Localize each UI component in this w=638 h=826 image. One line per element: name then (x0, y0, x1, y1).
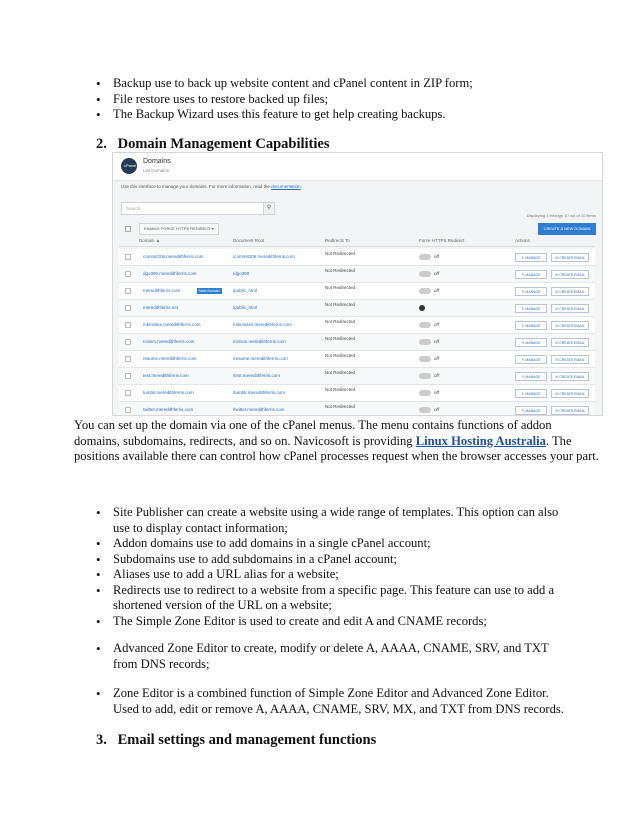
table-row (119, 368, 595, 385)
section-number: 3. (96, 732, 107, 748)
row-checkbox[interactable] (125, 271, 131, 277)
document-root-link[interactable]: /tumblr.meredithferris.com (233, 390, 286, 395)
create-email-button[interactable]: ✉ CREATE EMAIL (551, 355, 589, 364)
screenshot-title: Domains (143, 158, 171, 165)
document-root-link[interactable]: /public_html (233, 288, 258, 293)
document-root-link[interactable]: /test.meredithferris.com (233, 373, 281, 378)
table-row (119, 351, 595, 368)
table-row (119, 266, 595, 283)
create-email-button[interactable]: ✉ CREATE EMAIL (551, 372, 589, 381)
main-domain-badge: Main Domain (199, 289, 220, 293)
paragraph-text: You can set up the domain via one of the cPanel menus. The menu contains functions of addon domains, subdomains, redirects, and so on. Navicosoft is providing (74, 418, 552, 448)
redirect-status: Not Redirected (325, 268, 356, 273)
https-status: off (434, 254, 440, 259)
force-https-button[interactable]: ENABLE FORCE HTTPS REDIRECT ▾ (139, 223, 219, 235)
https-status: off (434, 373, 440, 378)
table-row (119, 249, 595, 266)
row-checkbox[interactable] (125, 288, 131, 294)
row-checkbox[interactable] (125, 356, 131, 362)
list-item: • The Backup Wizard uses this feature to get help creating backups. (96, 107, 473, 123)
redirect-status: Not Redirected (325, 302, 356, 307)
column-header: Actions (515, 238, 530, 243)
create-email-button[interactable]: ✉ CREATE EMAIL (551, 338, 589, 347)
manage-button[interactable]: ✎ MANAGE (515, 406, 547, 415)
list-item: • File restore uses to restore backed up files; (96, 92, 473, 108)
column-header[interactable]: Document Root (233, 238, 265, 243)
https-toggle[interactable] (419, 254, 431, 260)
cpanel-logo-icon (121, 158, 137, 174)
redirect-status: Not Redirected (325, 387, 356, 392)
create-email-button[interactable]: ✉ CREATE EMAIL (551, 406, 589, 415)
redirect-status: Not Redirected (325, 336, 356, 341)
redirect-status: Not Redirected (325, 353, 356, 358)
https-toggle[interactable] (419, 288, 431, 294)
row-checkbox[interactable] (125, 373, 131, 379)
search-input[interactable] (121, 202, 271, 215)
document-root-link[interactable]: /dgo390 (233, 271, 250, 276)
cpanel-features-list (96, 505, 566, 629)
row-checkbox[interactable] (125, 305, 131, 311)
info-icon[interactable] (419, 305, 425, 311)
force-https-label: ENABLE FORCE HTTPS REDIRECT (144, 226, 211, 231)
domain-link[interactable]: tumblr.meredithferris.com (143, 390, 194, 395)
document-root-link[interactable]: /nctism.meredithferris.com (233, 339, 286, 344)
list-item: • Zone Editor is a combined function of Simple Zone Editor and Advanced Zone Editor. Used to add, edit or remove A, AAAA, CNAME, SRV, MX, and TXT from DNS records. (96, 686, 566, 717)
domain-link[interactable]: mkmsites.meredithferris.com (143, 322, 201, 327)
section-title: Domain Management Capabilities (117, 136, 330, 152)
table-row (119, 334, 595, 351)
screenshot-subtitle: List Domains (143, 168, 170, 173)
manage-button[interactable]: ✎ MANAGE (515, 253, 547, 262)
create-email-button[interactable]: ✉ CREATE EMAIL (551, 287, 589, 296)
document-root-link[interactable]: /resume.meredithferris.com (233, 356, 288, 361)
manage-button[interactable]: ✎ MANAGE (515, 355, 547, 364)
create-domain-button[interactable]: CREATE A NEW DOMAIN (538, 223, 596, 235)
redirect-status: Not Redirected (325, 251, 356, 256)
list-item: • Addon domains use to add domains in a single cPanel account; (96, 536, 566, 552)
create-email-button[interactable]: ✉ CREATE EMAIL (551, 304, 589, 313)
document-root-link[interactable]: /commit206.meredithferris.com (233, 254, 295, 259)
manage-button[interactable]: ✎ MANAGE (515, 304, 547, 313)
document-root-link[interactable]: /mkmsites.meredithferris.com (233, 322, 292, 327)
list-item: • Backup use to back up website content and cPanel content in ZIP form; (96, 76, 473, 92)
https-toggle[interactable] (419, 373, 431, 379)
domain-link[interactable]: meredithferris.net (143, 305, 179, 310)
column-header[interactable]: Redirects To (325, 238, 350, 243)
table-row (119, 317, 595, 334)
logo-text: cPanel (124, 163, 137, 168)
https-toggle[interactable] (419, 271, 431, 277)
displaying-count: Displaying 1 through 10 out of 10 items (526, 213, 596, 218)
manage-button[interactable]: ✎ MANAGE (515, 372, 547, 381)
create-email-button[interactable]: ✉ CREATE EMAIL (551, 389, 589, 398)
search-placeholder: Search (126, 206, 141, 211)
intro-text: Use this interface to manage your domains. For more information, read the (121, 184, 270, 189)
https-status: off (434, 339, 440, 344)
https-toggle[interactable] (419, 356, 431, 362)
manage-button[interactable]: ✎ MANAGE (515, 321, 547, 330)
select-all-checkbox[interactable] (125, 226, 131, 232)
backup-bullet-list (96, 76, 473, 123)
documentation-link[interactable]: documentation (271, 184, 301, 189)
redirect-status: Not Redirected (325, 285, 356, 290)
redirect-status: Not Redirected (325, 319, 356, 324)
section-heading-3 (96, 732, 376, 749)
table-row (119, 402, 595, 416)
search-icon[interactable]: ⚲ (263, 202, 275, 215)
manage-button[interactable]: ✎ MANAGE (515, 270, 547, 279)
section-heading-2 (96, 136, 329, 153)
document-root-link[interactable]: /public_html (233, 305, 258, 310)
https-status: off (434, 288, 440, 293)
https-status: off (434, 322, 440, 327)
https-toggle[interactable] (419, 339, 431, 345)
list-item: • The Simple Zone Editor is used to create and edit A and CNAME records; (96, 614, 566, 630)
section-number: 2. (96, 136, 107, 152)
domain-link[interactable]: meredithferris.com (143, 288, 181, 293)
row-checkbox[interactable] (125, 254, 131, 260)
list-item: • Aliases use to add a URL alias for a website; (96, 567, 566, 583)
screenshot-header (113, 153, 602, 181)
https-status: off (434, 271, 440, 276)
domain-link[interactable]: nctism.meredithferris.com (143, 339, 195, 344)
advanced-zone-list (96, 641, 566, 672)
document-root-link[interactable]: /twitter.meredithferris.com (233, 407, 285, 412)
domain-link[interactable]: twitter.meredithferris.com (143, 407, 194, 412)
domain-link[interactable]: commit206.meredithferris.com (143, 254, 204, 259)
screenshot-intro: Use this interface to manage your domains. For more information, read the documentation. (121, 184, 302, 189)
create-email-button[interactable]: ✉ CREATE EMAIL (551, 253, 589, 262)
redirect-status: Not Redirected (325, 370, 356, 375)
row-checkbox[interactable] (125, 390, 131, 396)
https-status: off (434, 390, 440, 395)
https-status: off (434, 407, 440, 412)
manage-button[interactable]: ✎ MANAGE (515, 389, 547, 398)
table-row (119, 300, 595, 317)
list-item: • Site Publisher can create a website using a wide range of templates. This option can also use to display contact information; (96, 505, 566, 536)
list-item: • Redirects use to redirect to a website from a specific page. This feature can use to add a shortened version of the URL on a website; (96, 583, 566, 614)
column-header[interactable]: Domain ▲ (139, 238, 161, 243)
list-item: • Advanced Zone Editor to create, modify or delete A, AAAA, CNAME, SRV, and TXT from DNS records; (96, 641, 566, 672)
create-email-button[interactable]: ✉ CREATE EMAIL (551, 321, 589, 330)
manage-button[interactable]: ✎ MANAGE (515, 338, 547, 347)
row-checkbox[interactable] (125, 407, 131, 413)
row-checkbox[interactable] (125, 322, 131, 328)
cpanel-domains-screenshot (112, 152, 603, 416)
create-email-button[interactable]: ✉ CREATE EMAIL (551, 270, 589, 279)
section-title: Email settings and management functions (117, 732, 377, 748)
redirect-status: Not Redirected (325, 404, 356, 409)
paragraph-text-end: . The positions available there can control how cPanel processes request when the browser accesses your part. (74, 433, 599, 463)
https-toggle[interactable] (419, 407, 431, 413)
table-row (119, 385, 595, 402)
row-checkbox[interactable] (125, 339, 131, 345)
table-row (119, 283, 595, 300)
https-toggle[interactable] (419, 322, 431, 328)
manage-button[interactable]: ✎ MANAGE (515, 287, 547, 296)
zone-editor-list (96, 686, 566, 717)
https-toggle[interactable] (419, 390, 431, 396)
domain-link[interactable]: dgo390.meredithferris.com (143, 271, 197, 276)
domain-link[interactable]: test.meredithferris.com (143, 373, 189, 378)
https-status: off (434, 356, 440, 361)
intro-paragraph (74, 418, 599, 465)
list-item: • Subdomains use to add subdomains in a cPanel account; (96, 552, 566, 568)
column-header[interactable]: Force HTTPS Redirect (419, 238, 465, 243)
linux-hosting-link[interactable]: Linux Hosting Australia (415, 433, 546, 448)
domain-link[interactable]: resume.meredithferris.com (143, 356, 197, 361)
table-header (119, 237, 595, 247)
